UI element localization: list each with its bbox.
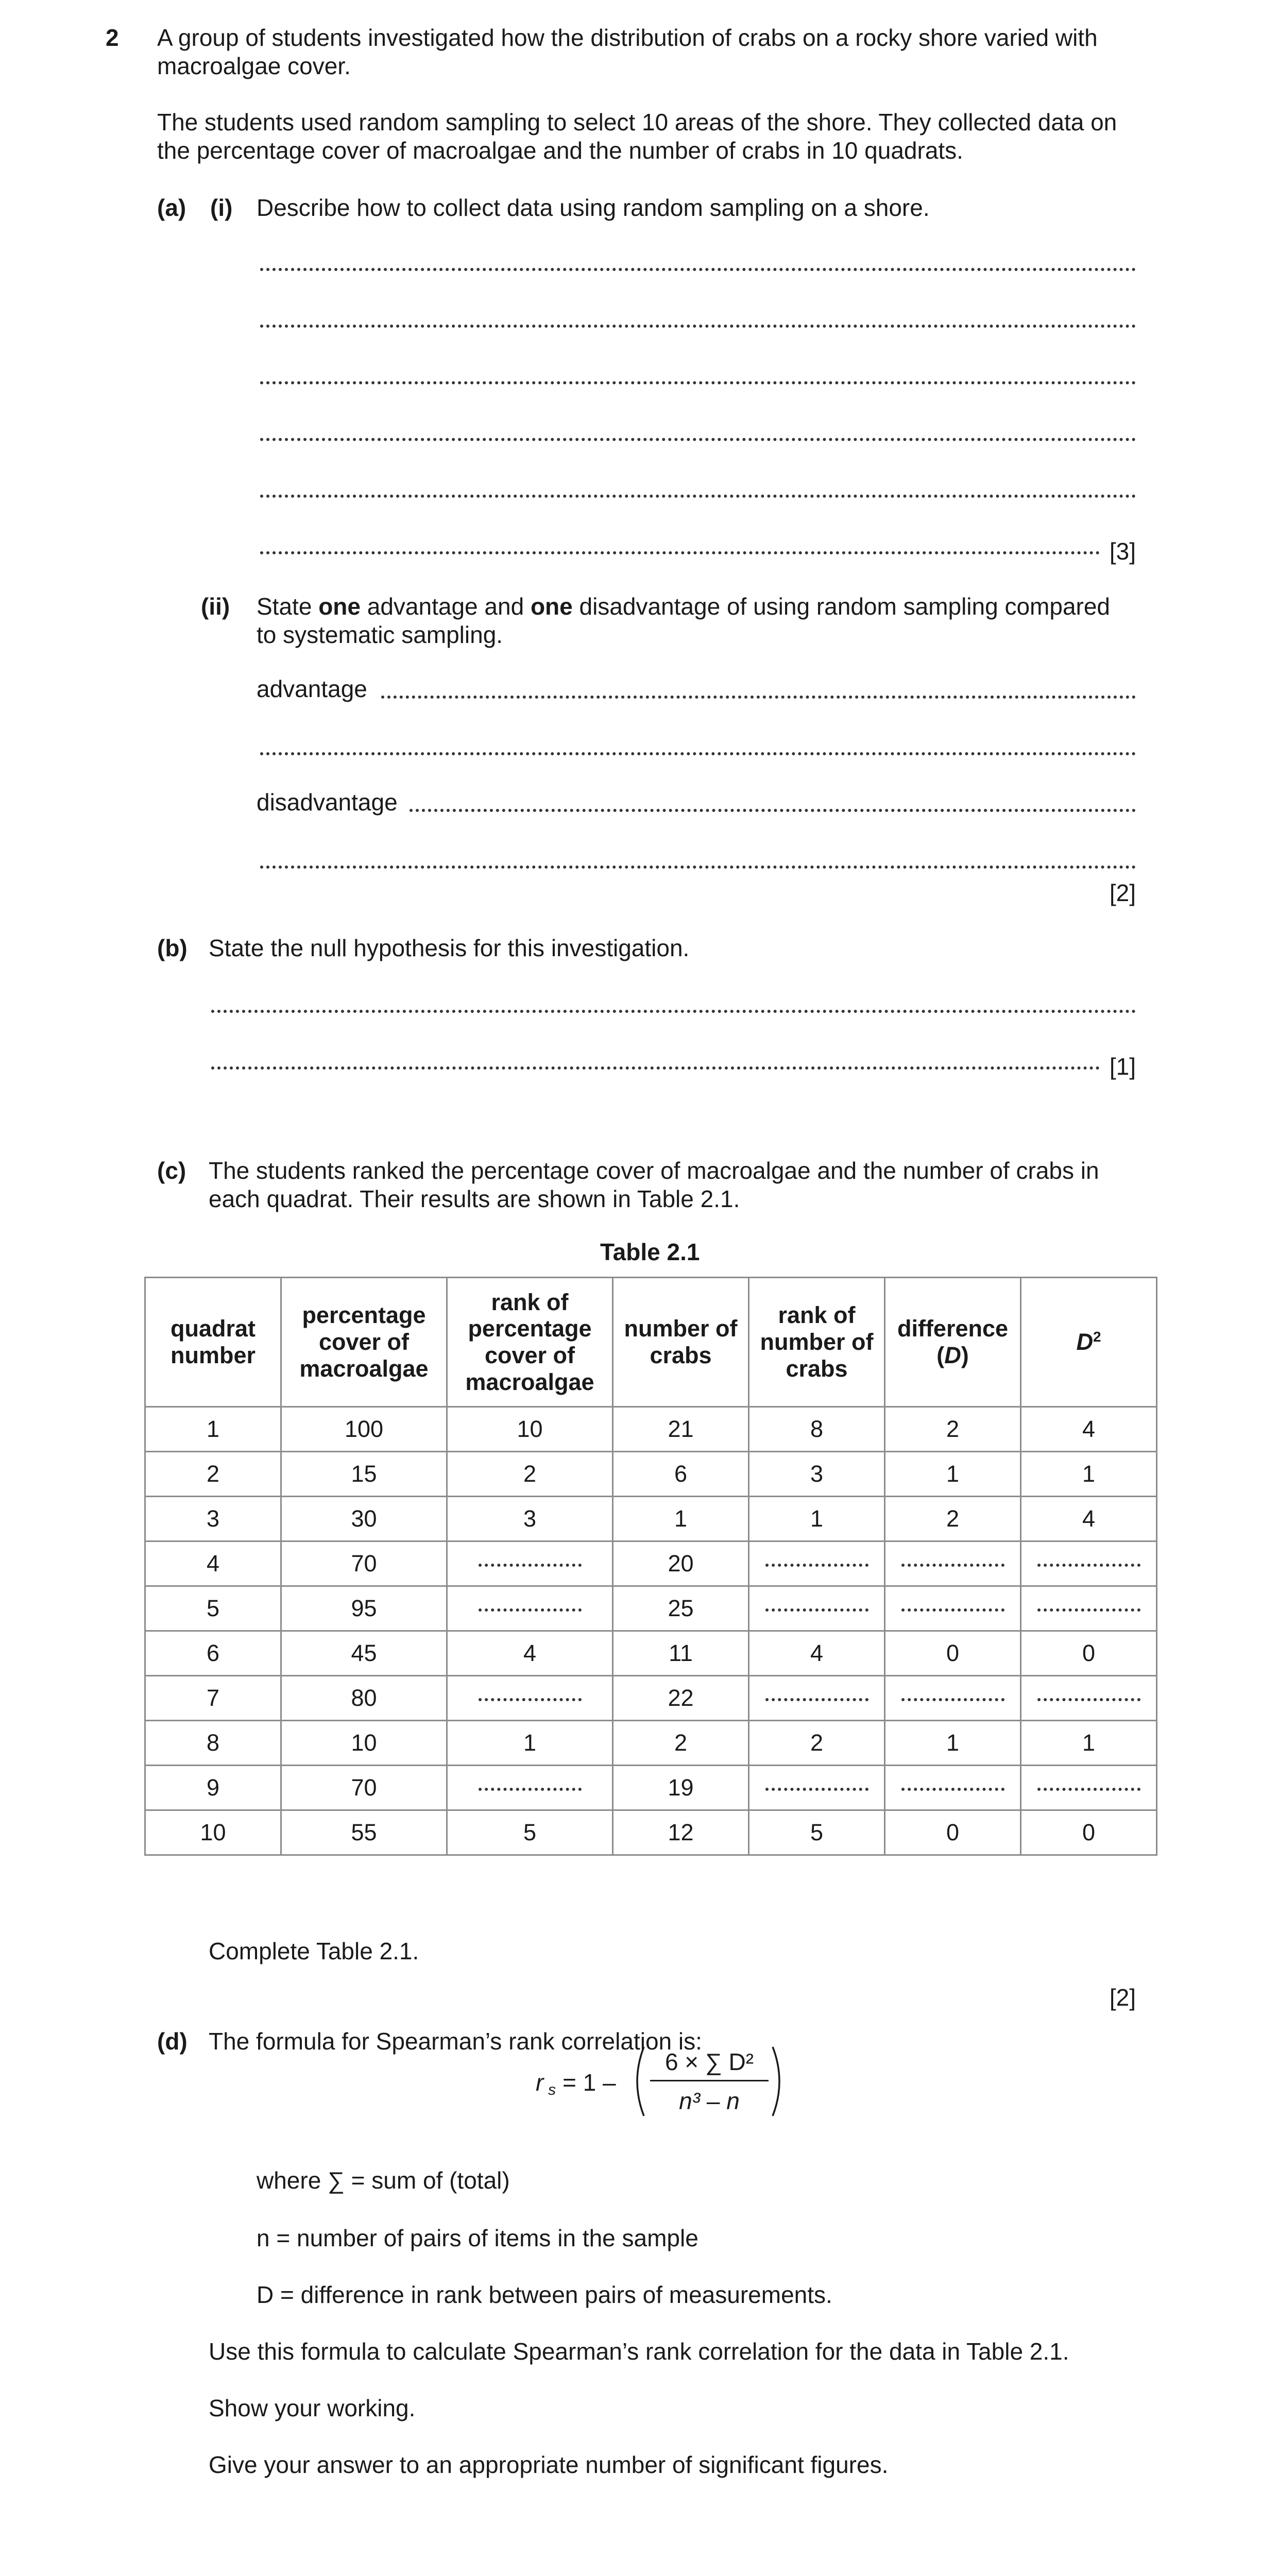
cell-quadrat: 6 [145, 1631, 281, 1676]
blank-cell-d-squared[interactable] [1021, 1541, 1157, 1586]
blank-cell-rank-crabs[interactable] [749, 1676, 885, 1721]
where-d: D = difference in rank between pairs of measurements. [257, 2281, 832, 2308]
dotted-answer-line[interactable] [479, 1564, 582, 1567]
cell-rank-crabs: 8 [749, 1407, 885, 1452]
part-d-instruction-2: Show your working. [209, 2395, 416, 2421]
blank-cell-difference[interactable] [885, 1766, 1021, 1810]
cell-pct-cover: 15 [281, 1452, 447, 1497]
advantage-answer-line[interactable] [381, 696, 1136, 699]
part-a-i-text: Describe how to collect data using random sampling on a shore. [257, 194, 930, 221]
cell-quadrat: 10 [145, 1810, 281, 1855]
cell-rank-pct: 1 [447, 1721, 613, 1766]
part-a-ii-marks: [2] [1109, 879, 1136, 906]
cell-rank-crabs: 2 [749, 1721, 885, 1766]
table-row [145, 1810, 1157, 1855]
part-d-text: The formula for Spearman’s rank correlation is: [209, 2028, 702, 2055]
cell-rank-crabs: 5 [749, 1810, 885, 1855]
question-number: 2 [106, 24, 119, 51]
blank-cell-rank-pct[interactable] [447, 1676, 613, 1721]
cell-pct-cover: 55 [281, 1810, 447, 1855]
cell-d-squared: 4 [1021, 1497, 1157, 1541]
table-row [145, 1541, 1157, 1586]
blank-cell-rank-crabs[interactable] [749, 1586, 885, 1631]
blank-cell-rank-pct[interactable] [447, 1541, 613, 1586]
answer-line[interactable] [211, 1066, 1100, 1070]
dotted-answer-line[interactable] [901, 1788, 1004, 1791]
formula-denominator: n³ – n [679, 2088, 740, 2114]
cell-rank-pct: 10 [447, 1407, 613, 1452]
blank-cell-d-squared[interactable] [1021, 1766, 1157, 1810]
cell-d-squared: 4 [1021, 1407, 1157, 1452]
part-d-instruction-1: Use this formula to calculate Spearman’s rank correlation for the data in Table 2.1. [209, 2338, 1069, 2365]
dotted-answer-line[interactable] [765, 1698, 868, 1701]
header-rank-number-of-crabs: rank of number of crabs [749, 1278, 885, 1407]
header-rank-percentage-cover: rank of percentage cover of macroalgae [447, 1278, 613, 1407]
blank-cell-difference[interactable] [885, 1541, 1021, 1586]
cell-pct-cover: 80 [281, 1676, 447, 1721]
dotted-answer-line[interactable] [901, 1608, 1004, 1612]
advantage-label: advantage [257, 675, 367, 702]
where-sum: where ∑ = sum of (total) [257, 2167, 510, 2194]
header-d-squared: $D^2$ [1021, 1278, 1157, 1407]
part-b-marks: [1] [1109, 1053, 1136, 1080]
answer-line[interactable] [260, 325, 1136, 328]
part-d-instruction-3: Give your answer to an appropriate number of significant figures. [209, 2451, 889, 2478]
table-row [145, 1676, 1157, 1721]
part-a-i-marks: [3] [1109, 538, 1136, 565]
cell-difference: 0 [885, 1810, 1021, 1855]
dotted-answer-line[interactable] [765, 1564, 868, 1567]
spearman-formula [536, 2043, 804, 2120]
cell-crabs: 11 [613, 1631, 749, 1676]
part-c-marks: [2] [1109, 1984, 1136, 2011]
blank-cell-rank-pct[interactable] [447, 1586, 613, 1631]
answer-line[interactable] [260, 381, 1136, 384]
header-number-of-crabs: number of crabs [613, 1278, 749, 1407]
cell-quadrat: 9 [145, 1766, 281, 1810]
cell-pct-cover: 100 [281, 1407, 447, 1452]
answer-line[interactable] [260, 438, 1136, 441]
dotted-answer-line[interactable] [1037, 1788, 1140, 1791]
cell-pct-cover: 45 [281, 1631, 447, 1676]
blank-cell-d-squared[interactable] [1021, 1586, 1157, 1631]
question-intro-2: The students used random sampling to select 10 areas of the shore. They collected data on the percentage cover of macroalgae and the number of crabs in 10 quadrats. [157, 109, 1117, 164]
cell-crabs: 2 [613, 1721, 749, 1766]
cell-crabs: 25 [613, 1586, 749, 1631]
where-n: n = number of pairs of items in the sample [257, 2225, 698, 2251]
blank-cell-difference[interactable] [885, 1586, 1021, 1631]
cell-quadrat: 2 [145, 1452, 281, 1497]
cell-rank-crabs: 3 [749, 1452, 885, 1497]
cell-crabs: 12 [613, 1810, 749, 1855]
part-c-instruction: Complete Table 2.1. [209, 1938, 419, 1964]
header-difference: difference (D) [885, 1278, 1021, 1407]
blank-cell-rank-crabs[interactable] [749, 1541, 885, 1586]
cell-rank-pct: 5 [447, 1810, 613, 1855]
cell-d-squared: 1 [1021, 1452, 1157, 1497]
formula-equals: = 1 – [563, 2069, 616, 2096]
part-b-label: (b) [157, 935, 188, 961]
cell-rank-crabs: 4 [749, 1631, 885, 1676]
answer-line[interactable] [260, 495, 1136, 498]
cell-quadrat: 4 [145, 1541, 281, 1586]
dotted-answer-line[interactable] [901, 1564, 1004, 1567]
table-row [145, 1452, 1157, 1497]
disadvantage-label: disadvantage [257, 789, 398, 816]
left-paren-icon [627, 2043, 648, 2120]
fraction-bar [650, 2080, 769, 2081]
table-header-row [145, 1278, 1157, 1407]
table-title: Table 2.1 [600, 1239, 700, 1265]
part-b-text: State the null hypothesis for this investigation. [209, 935, 690, 961]
answer-line[interactable] [260, 551, 1100, 554]
cell-pct-cover: 10 [281, 1721, 447, 1766]
cell-quadrat: 3 [145, 1497, 281, 1541]
cell-difference: 2 [885, 1407, 1021, 1452]
cell-difference: 1 [885, 1721, 1021, 1766]
cell-difference: 1 [885, 1452, 1021, 1497]
blank-cell-difference[interactable] [885, 1676, 1021, 1721]
dotted-answer-line[interactable] [765, 1788, 868, 1791]
cell-pct-cover: 95 [281, 1586, 447, 1631]
formula-subscript: s [548, 2081, 556, 2098]
table-row [145, 1721, 1157, 1766]
answer-line[interactable] [260, 752, 1136, 755]
part-c-label: (c) [157, 1157, 186, 1184]
table-row [145, 1407, 1157, 1452]
cell-crabs: 6 [613, 1452, 749, 1497]
right-paren-icon [769, 2043, 789, 2120]
formula-r: r [536, 2069, 544, 2096]
cell-rank-pct: 4 [447, 1631, 613, 1676]
cell-d-squared: 0 [1021, 1631, 1157, 1676]
cell-quadrat: 8 [145, 1721, 281, 1766]
cell-difference: 2 [885, 1497, 1021, 1541]
part-a-ii-label: (ii) [201, 593, 230, 620]
formula-numerator: 6 × ∑ D² [664, 2048, 754, 2075]
cell-crabs: 21 [613, 1407, 749, 1452]
dotted-answer-line[interactable] [479, 1788, 582, 1791]
dotted-answer-line[interactable] [901, 1698, 1004, 1701]
cell-pct-cover: 30 [281, 1497, 447, 1541]
cell-rank-pct: 3 [447, 1497, 613, 1541]
cell-rank-crabs: 1 [749, 1497, 885, 1541]
cell-quadrat: 1 [145, 1407, 281, 1452]
answer-line[interactable] [260, 268, 1136, 271]
dotted-answer-line[interactable] [1037, 1564, 1140, 1567]
cell-rank-pct: 2 [447, 1452, 613, 1497]
results-table [144, 1277, 1157, 1856]
cell-d-squared: 1 [1021, 1721, 1157, 1766]
dotted-answer-line[interactable] [765, 1608, 868, 1612]
disadvantage-answer-line[interactable] [410, 809, 1136, 812]
header-quadrat-number: quadrat number [145, 1278, 281, 1407]
question-intro-1: A group of students investigated how the distribution of crabs on a rocky shore varied with macroalgae cover. [157, 24, 1098, 80]
cell-quadrat: 5 [145, 1586, 281, 1631]
part-c-text: The students ranked the percentage cover of macroalgae and the number of crabs in each quadrat. Their results are shown in Table 2.1. [209, 1157, 1099, 1213]
cell-crabs: 20 [613, 1541, 749, 1586]
cell-crabs: 1 [613, 1497, 749, 1541]
cell-pct-cover: 70 [281, 1766, 447, 1810]
cell-difference: 0 [885, 1631, 1021, 1676]
part-d-label: (d) [157, 2028, 188, 2055]
part-a-ii-text: State one advantage and one disadvantage of using random sampling compared to systematic sampling. [257, 593, 1111, 649]
answer-line[interactable] [260, 866, 1136, 869]
cell-crabs: 22 [613, 1676, 749, 1721]
cell-d-squared: 0 [1021, 1810, 1157, 1855]
table-row [145, 1631, 1157, 1676]
table-row [145, 1586, 1157, 1631]
header-percentage-cover: percentage cover of macroalgae [281, 1278, 447, 1407]
table-row [145, 1766, 1157, 1810]
cell-quadrat: 7 [145, 1676, 281, 1721]
table-row [145, 1497, 1157, 1541]
dotted-answer-line[interactable] [1037, 1698, 1140, 1701]
part-a-i-label: (i) [210, 194, 233, 221]
blank-cell-rank-crabs[interactable] [749, 1766, 885, 1810]
blank-cell-d-squared[interactable] [1021, 1676, 1157, 1721]
blank-cell-rank-pct[interactable] [447, 1766, 613, 1810]
answer-line[interactable] [211, 1010, 1136, 1013]
cell-crabs: 19 [613, 1766, 749, 1810]
dotted-answer-line[interactable] [479, 1608, 582, 1612]
dotted-answer-line[interactable] [479, 1698, 582, 1701]
dotted-answer-line[interactable] [1037, 1608, 1140, 1612]
cell-pct-cover: 70 [281, 1541, 447, 1586]
part-a-label: (a) [157, 194, 186, 221]
